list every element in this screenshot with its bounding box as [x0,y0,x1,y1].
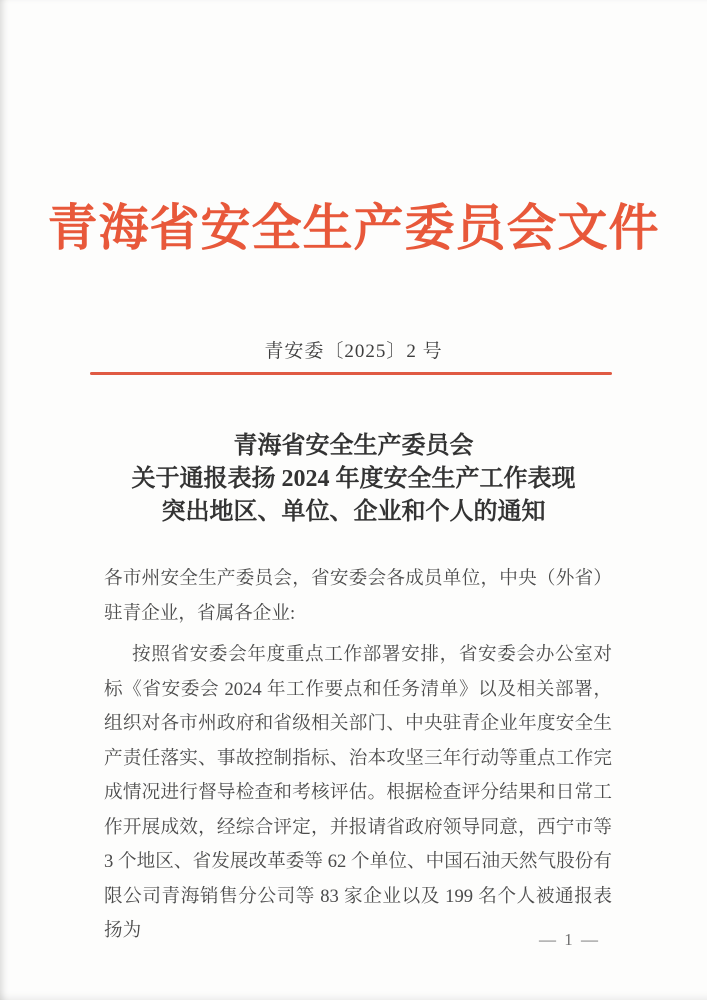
notice-title-line-2: 关于通报表扬 2024 年度安全生产工作表现 [131,466,576,492]
page-number: — 1 — [539,930,600,949]
masthead-title: 青海省安全生产委员会文件 [47,200,660,256]
notice-title-line-3: 突出地区、单位、企业和个人的通知 [161,499,546,525]
body-paragraph: 按照省安委会年度重点工作部署安排，省安委会办公室对标《省安委会 2024 年工作要点和任务清单》以及相关部署，组织对各市州政府和省级相关部门、中央驻青企业年度安全生产责任落实、事故控制指标、治本攻坚三年行动等重点工作完成情况进行督导检查和考核评估。根据检查评分结果和日常工作开展成效，经综合评定，并报请省政府领导同意，西宁市等 3 个地区、省发展改革委等 62 个单位、中国石油天然气股份有限公司青海销售分公司等 83 家企业以及 199 名个人被通报表扬为 [104,644,612,941]
notice-title-line-1: 青海省安全生产委员会 [233,433,474,459]
notice-title [40,430,667,529]
salutation-paragraph: 各市州安全生产委员会，省安委会各成员单位，中央（外省）驻青企业，省属各企业: [104,568,612,624]
document-body [104,562,612,949]
document-number: 青安委〔2025〕2 号 [264,341,443,362]
red-separator-line [90,372,612,375]
